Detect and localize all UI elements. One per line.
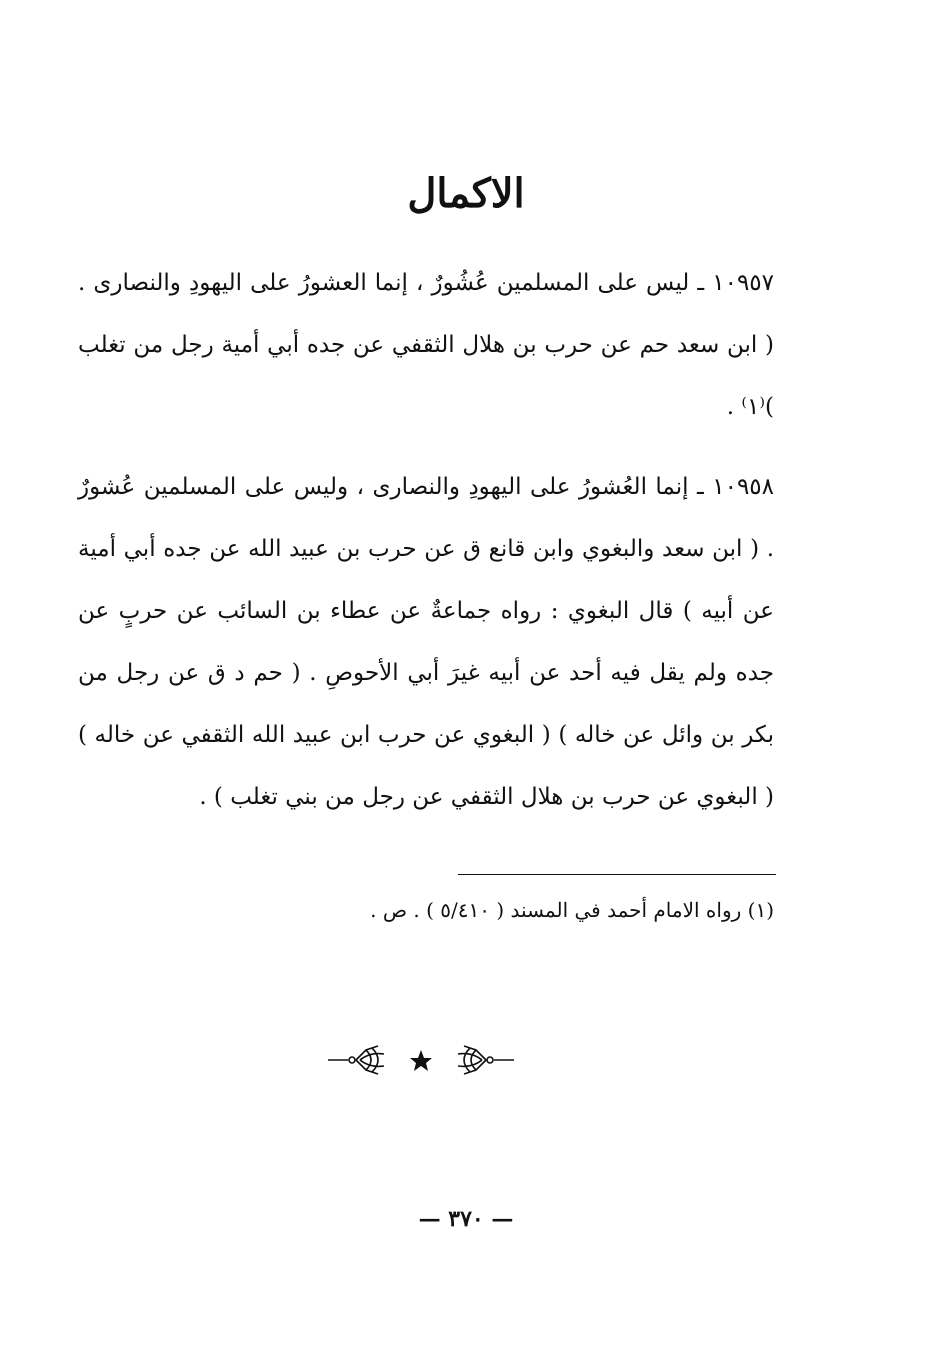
hadith-text: ليس على المسلمين عُشُورٌ ، إنما العشورُ على اليهودِ والنصارى . ( ابن سعد حم عن حرب بن هلال الثقفي عن جده أبي أمية رجل من تغلب )⁽١⁾ . — [78, 270, 774, 420]
hadith-text: إنما العُشورُ على اليهودِ والنصارى ، وليس على المسلمين عُشورٌ . ( ابن سعد والبغوي وابن قانع ق عن حرب بن عبيد الله عن جده أبي أمية عن أبيه ) قال البغوي : رواه جماعةٌ عن عطاء بن السائب عن حربٍ عن جده ولم يقل فيه أحد عن أبيه غيرَ أبي الأحوصِ . ( حم د ق عن رجل من بكر بن وائل عن خاله ) ( البغوي عن حرب ابن عبيد الله الثقفي عن خاله ) ( البغوي عن حرب بن هلال الثقفي عن رجل من بني تغلب ) . — [78, 474, 774, 810]
footnote: (١) رواه الامام أحمد في المسند ( ٥/٤١٠ ) . ص . — [370, 898, 774, 922]
hadith-entry — [78, 456, 774, 828]
hadith-entry — [78, 252, 774, 438]
section-title: الاكمال — [407, 170, 525, 217]
hadith-number: ١٠٩٥٧ — [712, 270, 775, 296]
hadith-number: ١٠٩٥٨ — [712, 474, 775, 500]
fleuron-ornament-icon — [326, 1040, 516, 1080]
hadith-separator: ـ — [688, 474, 704, 500]
hadith-separator: ـ — [689, 270, 705, 296]
page-number: — ٣٧٠ — — [418, 1206, 514, 1232]
footnote-divider — [458, 874, 776, 875]
